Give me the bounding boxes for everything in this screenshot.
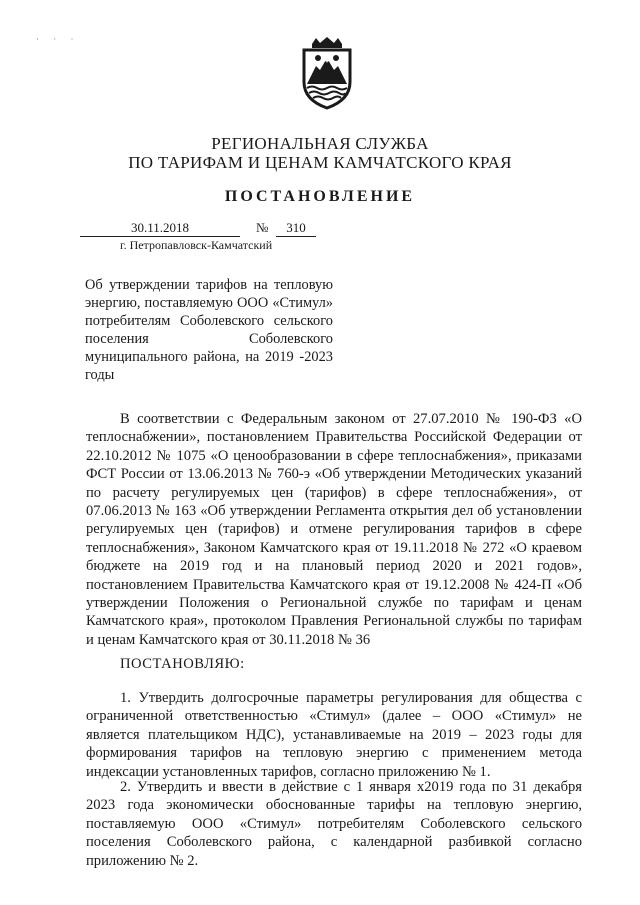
document-subject: Об утверждении тарифов на тепловую энергию, поставляемую ООО «Стимул» потребителям Соболевского сельского поселения Соболевского муниципального района, на 2019 -2023 годы <box>85 277 333 383</box>
kamchatka-coat-of-arms-icon <box>298 36 356 110</box>
org-name-line2: ПО ТАРИФАМ И ЦЕНАМ КАМЧАТСКОГО КРАЯ <box>128 153 512 172</box>
document-city: г. Петропавловск-Камчатский <box>120 238 273 252</box>
document-type: ПОСТАНОВЛЕНИЕ <box>224 188 416 205</box>
scan-marks: · · · <box>36 34 80 44</box>
org-name-line1: РЕГИОНАЛЬНАЯ СЛУЖБА <box>211 134 429 153</box>
document-number: 310 <box>276 220 316 237</box>
item-1-paragraph: 1. Утвердить долгосрочные параметры регулирования для общества с ограниченной ответственностью «Стимул» (далее – ООО «Стимул» не является плательщиком НДС), устанавливаемые на 2019 – 2023 годы для формирования тарифов на тепловую энергию с применением метода индексации установленных тарифов, согласно приложению № 1. <box>86 690 582 780</box>
preamble-paragraph: В соответствии с Федеральным законом от 27.07.2010 № 190-ФЗ «О теплоснабжении», постановлением Правительства Российской Федерации от 22.10.2012 № 1075 «О ценообразовании в сфере теплоснабжения», приказами ФСТ России от 13.06.2013 № 760-э «Об утверждении Методических указаний по расчету регулируемых цен (тарифов) в сфере теплоснабжения», от 07.06.2013 № 163 «Об утверждении Регламента открытия дел об установлении регулируемых цен (тарифов) и отмене регулирования тарифов в сфере теплоснабжения», Законом Камчатского края от 19.11.2018 № 272 «О краевом бюджете на 2019 год и на плановый период 2020 и 2021 годов», постановлением Правительства Камчатского края от 19.12.2008 № 424-П «Об утверждении Положения о Региональной службе по тарифам и ценам Камчатского края», протоколом Правления Региональной службы по тарифам и ценам Камчатского края от 30.11.2018 № 36 <box>86 411 582 648</box>
number-label: № <box>256 220 269 235</box>
document-date: 30.11.2018 <box>80 220 240 237</box>
item-2-paragraph: 2. Утвердить и ввести в действие с 1 января х2019 года по 31 декабря 2023 года экономически обоснованные тарифы на тепловую энергию, поставляемую ООО «Стимул» потребителям Соболевского сельского поселения Соболевского района, с календарной разбивкой согласно приложению № 2. <box>86 779 582 869</box>
resolve-heading: ПОСТАНОВЛЯЮ: <box>120 656 245 672</box>
